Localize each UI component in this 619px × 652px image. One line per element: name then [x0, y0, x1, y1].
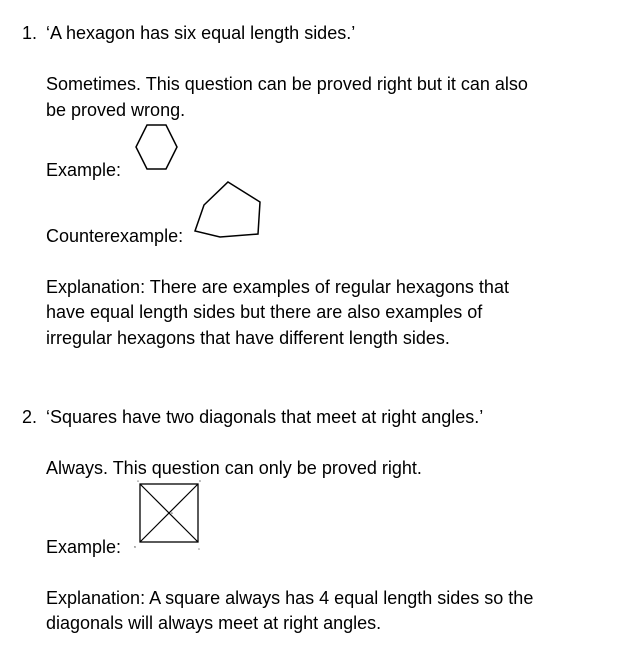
q1-explanation-line-1: Explanation: There are examples of regular hexagons that — [46, 277, 509, 297]
square-vertex-label-a: A — [137, 479, 140, 483]
q1-explanation-line-2: have equal length sides but there are also examples of — [46, 302, 483, 322]
regular-hexagon-figure — [130, 120, 184, 176]
square-center-label-e: E — [171, 511, 174, 515]
square-vertex-label-c: C — [198, 547, 201, 551]
q2-answer: Always. This question can only be proved right. — [46, 458, 422, 478]
q2-explanation-line-1: Explanation: A square always has 4 equal length sides so the — [46, 588, 534, 608]
q1-answer-line-1: Sometimes. This question can be proved right but it can also — [46, 74, 528, 94]
q1-answer-line-2: be proved wrong. — [46, 100, 186, 120]
q2-explanation-line-2: diagonals will always meet at right angles. — [46, 613, 382, 633]
irregular-hexagon-figure — [190, 178, 266, 242]
q1-explanation-line-3: irregular hexagons that have different length sides. — [46, 328, 450, 348]
square-vertex-label-d: D — [199, 479, 202, 483]
q1-example-label: Example: — [46, 160, 122, 180]
q2-number: 2. — [22, 407, 38, 427]
q1-counterexample-label: Counterexample: — [46, 226, 184, 246]
q1-statement: ‘A hexagon has six equal length sides.’ — [46, 23, 356, 43]
q1-number: 1. — [22, 23, 38, 43]
square-vertex-label-b: B — [134, 545, 137, 549]
q2-example-label: Example: — [46, 537, 122, 557]
square-with-diagonals-figure — [128, 478, 204, 554]
q2-statement: ‘Squares have two diagonals that meet at right angles.’ — [46, 407, 484, 427]
